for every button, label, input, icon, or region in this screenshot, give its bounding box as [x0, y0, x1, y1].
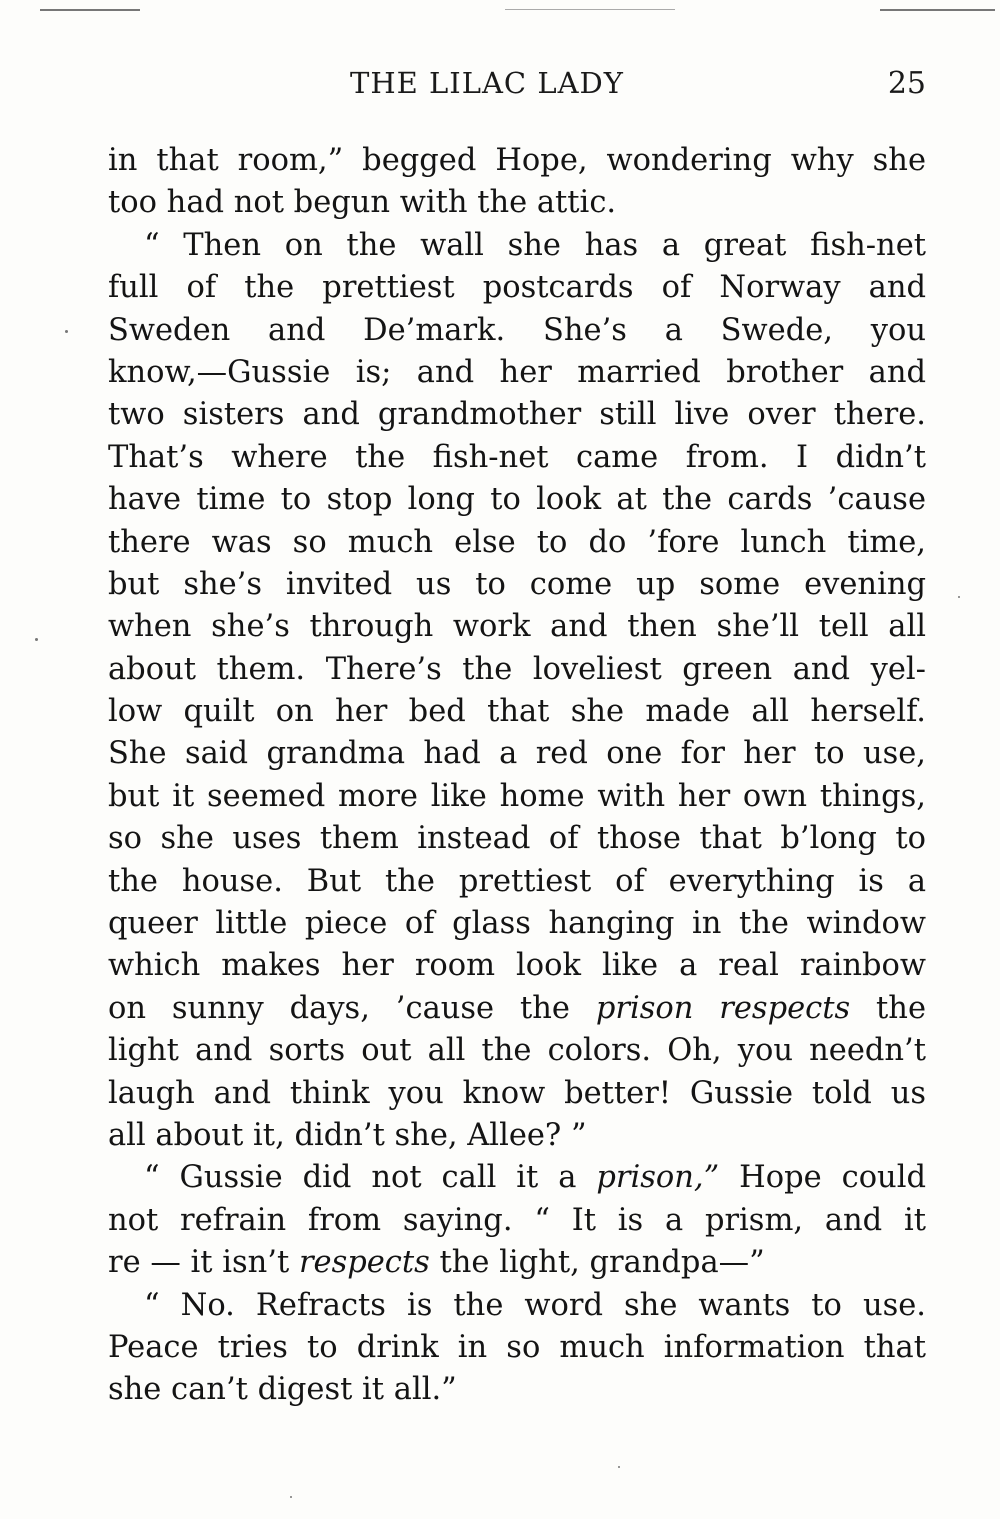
text-line: she can’t digest it all.” — [108, 1372, 457, 1408]
text-line: have time to stop long to look at the cards ’cause — [108, 482, 926, 518]
running-head: THE LILAC LADY — [350, 66, 624, 100]
text-line: That’s where the fish-net came from. I didn’t — [108, 439, 926, 475]
text-run: the — [850, 990, 926, 1026]
text-line: when she’s through work and then she’ll tell all — [108, 609, 926, 645]
text-line: Peace tries to drink in so much information that — [108, 1329, 926, 1365]
text-line: but she’s invited us to come up some evening — [108, 566, 926, 602]
text-line: there was so much else to do ’fore lunch time, — [108, 524, 926, 560]
text-line-with-emphasis — [108, 1157, 926, 1199]
page-header — [0, 64, 1000, 110]
text-line: low quilt on her bed that she made all herself. — [108, 694, 926, 730]
scan-speck — [65, 330, 68, 333]
scan-speck — [618, 1466, 620, 1468]
text-line: queer little piece of glass hanging in the window — [108, 906, 926, 942]
text-line: She said grandma had a red one for her to use, — [108, 736, 926, 772]
scan-edge-mark — [880, 9, 995, 11]
text-run: Hope could — [719, 1160, 926, 1196]
text-line: full of the prettiest postcards of Norway and — [108, 270, 926, 306]
text-line-with-emphasis — [108, 1242, 926, 1284]
text-run: re — it isn’t — [108, 1245, 299, 1281]
text-line: not refrain from saying. “ It is a prism, and it — [108, 1202, 926, 1238]
scan-edge-mark — [40, 9, 140, 11]
text-line: “ Then on the wall she has a great fish-net — [144, 227, 926, 263]
emphasis-text: respects — [298, 1245, 430, 1281]
body-text — [108, 140, 926, 1412]
text-run: the light, grandpa—” — [429, 1245, 765, 1281]
text-line: the house. But the prettiest of everything is a — [108, 863, 926, 899]
text-line: about them. There’s the loveliest green and yel- — [108, 651, 926, 687]
emphasis-text: prison,” — [596, 1160, 720, 1196]
text-line: laugh and think you know better! Gussie told us — [108, 1075, 926, 1111]
text-line: light and sorts out all the colors. Oh, you needn’t — [108, 1033, 926, 1069]
scan-speck — [35, 638, 38, 641]
text-run: on sunny days, ’cause the — [108, 990, 596, 1026]
scan-speck — [958, 596, 960, 598]
text-run: “ Gussie did not call it a — [144, 1160, 597, 1196]
text-line: know,—Gussie is; and her married brother and — [108, 354, 926, 390]
scan-speck — [290, 1496, 292, 1498]
text-line: in that room,” begged Hope, wondering why she — [108, 143, 926, 178]
scan-edge-mark — [505, 9, 675, 10]
text-line: too had not begun with the attic. — [108, 185, 617, 221]
text-line: which makes her room look like a real rainbow — [108, 948, 926, 984]
text-line: all about it, didn’t she, Allee? ” — [108, 1117, 587, 1153]
text-line-with-emphasis — [108, 988, 926, 1030]
emphasis-text: prison respects — [595, 990, 851, 1026]
text-line: but it seemed more like home with her own things, — [108, 778, 926, 814]
text-line: so she uses them instead of those that b’long to — [108, 821, 926, 857]
text-line: Sweden and De’mark. She’s a Swede, you — [108, 312, 926, 348]
text-line: “ No. Refracts is the word she wants to use. — [144, 1287, 926, 1323]
text-line: two sisters and grandmother still live over there. — [108, 397, 926, 433]
page-number: 25 — [887, 66, 926, 101]
